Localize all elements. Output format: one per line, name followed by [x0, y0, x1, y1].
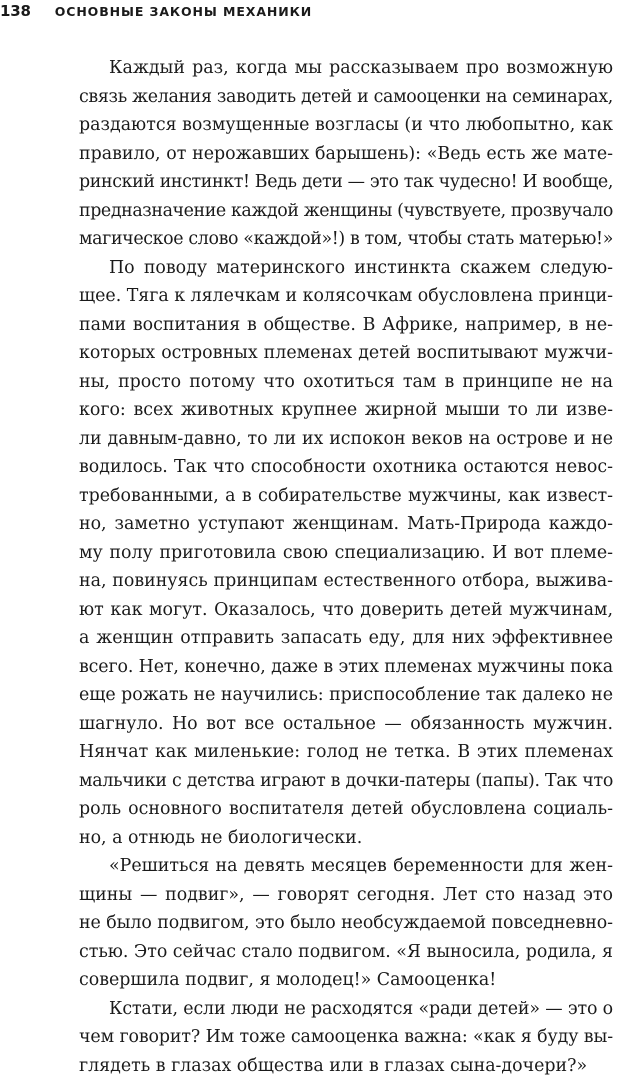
text-line: раздаются возмущенные возгласы (и что любопытно, как	[79, 111, 613, 140]
text-line: магическое слово «каждой»!) в том, чтобы стать матерью!»	[79, 225, 613, 254]
text-line: чем говорит? Им тоже самооценка важна: «как я буду вы-	[79, 1023, 613, 1052]
text-line: ринский инстинкт! Ведь дети — это так чудесно! И вообще,	[79, 168, 613, 197]
text-line: требованными, а в собирательстве мужчины, как извест-	[79, 482, 613, 511]
page-number: 138	[0, 2, 31, 20]
text-line: всего. Нет, конечно, даже в этих племенах мужчины пока	[79, 653, 613, 682]
text-line: еще рожать не научились: приспособление так далеко не	[79, 681, 613, 710]
text-line: совершила подвиг, я молодец!» Самооценка!	[79, 966, 613, 995]
body-text	[79, 54, 613, 1080]
text-line: Нянчат как миленькие: голод не тетка. В этих племенах	[79, 738, 613, 767]
text-line: По поводу материнского инстинкта скажем следую-	[79, 254, 613, 283]
page-header	[0, 0, 312, 22]
text-line: мальчики с детства играют в дочки-патеры (папы). Так что	[79, 767, 613, 796]
text-line: роль основного воспитателя детей обусловлена социаль-	[79, 795, 613, 824]
text-line: а женщин отправить запасать еду, для них эффективнее	[79, 624, 613, 653]
text-line: Кстати, если люди не расходятся «ради детей» — это о	[79, 995, 613, 1024]
text-line: но, заметно уступают женщинам. Мать-Природа каждо-	[79, 510, 613, 539]
text-line: ют как могут. Оказалось, что доверить детей мужчинам,	[79, 596, 613, 625]
text-line: «Решиться на девять месяцев беременности для жен-	[79, 852, 613, 881]
paragraph	[79, 852, 613, 995]
text-line: связь желания заводить детей и самооценки на семинарах,	[79, 83, 613, 112]
text-line: пами воспитания в обществе. В Африке, например, в не-	[79, 311, 613, 340]
paragraph	[79, 254, 613, 853]
text-line: му полу приготовила свою специализацию. И вот племе-	[79, 539, 613, 568]
text-line: ли давным-давно, то ли их испокон веков на острове и не	[79, 425, 613, 454]
text-line: шагнуло. Но вот все остальное — обязанность мужчин.	[79, 710, 613, 739]
text-line: Каждый раз, когда мы рассказываем про возможную	[79, 54, 613, 83]
text-line: на, повинуясь принципам естественного отбора, выжива-	[79, 567, 613, 596]
running-title: ОСНОВНЫЕ ЗАКОНЫ МЕХАНИКИ	[55, 4, 312, 19]
text-line: ны, просто потому что охотиться там в принципе не на	[79, 368, 613, 397]
text-line: не было подвигом, это было необсуждаемой повседневно-	[79, 909, 613, 938]
text-line: щее. Тяга к лялечкам и колясочкам обусловлена принци-	[79, 282, 613, 311]
text-line: которых островных племенах детей воспитывают мужчи-	[79, 339, 613, 368]
text-line: предназначение каждой женщины (чувствуете, прозвучало	[79, 197, 613, 226]
text-line: кого: всех животных крупнее жирной мыши то ли изве-	[79, 396, 613, 425]
text-line: правило, от нерожавших барышень): «Ведь есть же мате-	[79, 140, 613, 169]
paragraph	[79, 54, 613, 254]
text-line: но, а отнюдь не биологически.	[79, 824, 613, 853]
paragraph	[79, 995, 613, 1080]
text-line: глядеть в глазах общества или в глазах сына-дочери?»	[79, 1052, 613, 1080]
text-line: водилось. Так что способности охотника остаются невос-	[79, 453, 613, 482]
text-line: стью. Это сейчас стало подвигом. «Я выносила, родила, я	[79, 938, 613, 967]
text-line: щины — подвиг», — говорят сегодня. Лет сто назад это	[79, 881, 613, 910]
